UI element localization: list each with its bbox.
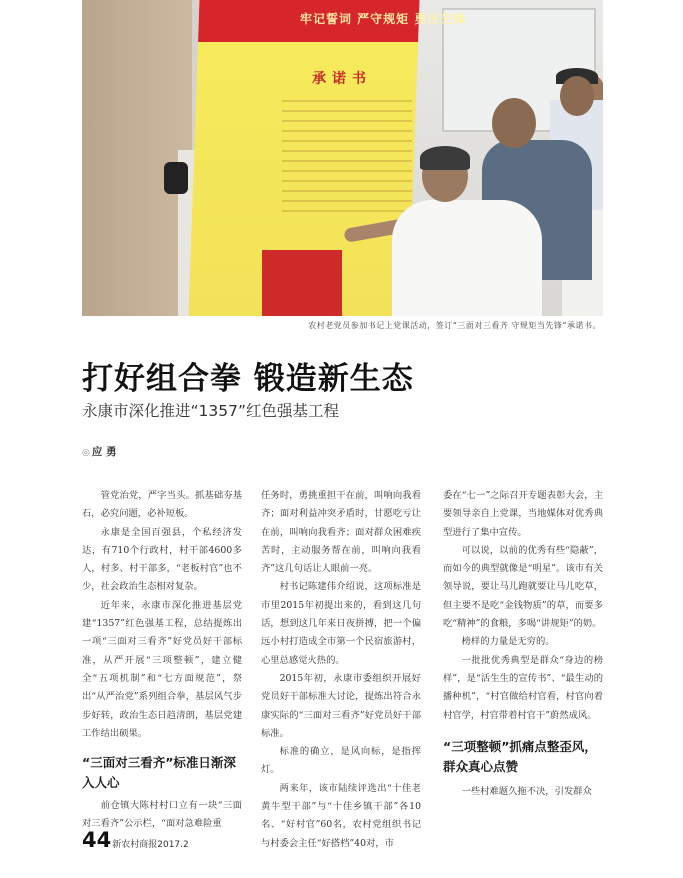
- photo-wall: [82, 0, 192, 316]
- banner-title: 承诺书: [312, 71, 372, 87]
- paragraph: 两来年，该市陆续评选出“十佳老黄牛型干部”与“十佳乡镇干部”各10名、“好村官”60名，农村党组织书记与村委会主任“好搭档”40对，市: [261, 782, 421, 849]
- page-number: 44: [82, 828, 112, 852]
- author-mark: ◎: [82, 448, 90, 458]
- magazine-name: 新农村商报: [112, 840, 158, 850]
- paragraph: 委在“七一”之际召开专题表彰大会，主要领导亲自上党课，当地媒体对优秀典型进行了集中宣传。: [443, 490, 603, 538]
- paragraph: 一批批优秀典型是群众“身边的榜样”，是“活生生的宣传书”、“最生动的播种机”，“村官做给村官看，村官向着村官学，村官带着村官干”蔚然成风。: [443, 654, 603, 721]
- paragraph: 任务时，勇挑重担干在前，叫响向我看齐；面对利益冲突矛盾时，甘愿吃亏让在前，叫响向我看齐；面对群众困难疾苦时，主动服务帮在前，叫响向我看齐”这几句话让人眼前一亮。: [261, 490, 421, 575]
- paragraph: 管党治党，严字当头。抓基础夯基石，必究问题，必补短板。: [82, 490, 242, 520]
- photo-knob: [164, 162, 188, 194]
- author-line: [82, 444, 117, 459]
- page-footer: [82, 828, 189, 852]
- text-column-3: [443, 487, 603, 801]
- paragraph: 村书记陈建伟介绍说，这项标准是市里2015年初提出来的，看到这几句话，想到这几年来日夜拼搏，把一个偏远小村打造成全市第一个民宿旅游村，心里总感觉火热的。: [261, 581, 421, 666]
- author-name: 应 勇: [91, 446, 117, 458]
- paragraph: 可以说，以前的优秀有些“隐蔽”，而如今的典型就像是“明星”。该市有关领导说，要让马儿跑就要让马儿吃草，但主要不是吃“金钱物质”的草，而要多吃“精神”的食粮，多喝“讲规矩”的奶。: [443, 544, 603, 630]
- issue-date: 2017.2: [157, 840, 189, 850]
- person-cap-head: [560, 76, 594, 116]
- person-signing-body: [392, 200, 542, 316]
- article-subtitle: 永康市深化推进“1357”红色强基工程: [82, 402, 340, 420]
- paragraph: 近年来，永康市深化推进基层党建“1357”红色强基工程，总结提炼出一项“三面对三看齐”好党员好干部标准，从严开展“三项整顿”，建立健全“五项机制”和“七方面规范”，祭出“从严治党”系列组合拳，基层风气步步好转，政治生态日趋清朗，基层党建工作结出硕果。: [82, 599, 242, 739]
- paragraph: 前仓镇大陈村村口立有一块“三面对三看齐”公示栏，“面对急难险重: [82, 800, 242, 830]
- article-title: 打好组合拳 锻造新生态: [82, 361, 414, 397]
- paragraph: 2015年初，永康市委组织开展好党员好干部标准大讨论，提炼出符合永康实际的“三面对三看齐”好党员好干部标准。: [261, 672, 421, 739]
- banner-signature-lines: [282, 92, 412, 220]
- paragraph: 一些村难题久拖不决，引发群众: [461, 785, 592, 797]
- section-heading: “三项整顿”抓痛点整歪风，群众真心点赞: [443, 738, 597, 774]
- section-heading: “三面对三看齐”标准日渐深入人心: [82, 755, 236, 791]
- paragraph: 榜样的力量是无穷的。: [461, 636, 555, 648]
- paragraph: 标准的确立，是风向标，是指挥灯。: [261, 746, 421, 776]
- paragraph: 永康是全国百强县，个私经济发达，有710个行政村，村干部4600多人，村多、村干部多，“老板村官”也不少，社会政治生态相对复杂。: [82, 526, 242, 593]
- article-photo: [82, 0, 603, 316]
- person-signing-hair: [420, 146, 470, 170]
- person-plaid-head: [492, 98, 536, 148]
- photo-caption: 农村老党员参加书记上党课活动，签订“三面对三看齐 守规矩当先锋”承诺书。: [308, 321, 601, 330]
- banner-red-base: [262, 250, 342, 316]
- banner-heading: 牢记誓词 严守规矩 勇当先锋: [300, 12, 467, 26]
- text-column-1: [82, 487, 242, 834]
- text-column-2: [261, 487, 421, 853]
